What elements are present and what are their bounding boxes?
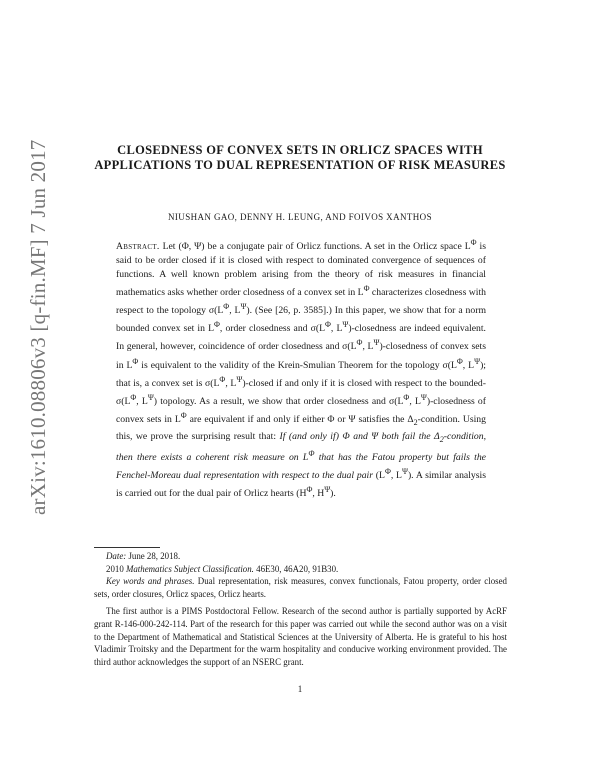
sub-two: 2 <box>439 434 444 444</box>
sup-phi: Φ <box>363 283 370 293</box>
abstract-label: Abstract. <box>116 241 160 253</box>
math-sep: , L <box>330 323 343 335</box>
sup-psi: Ψ <box>474 356 481 366</box>
abstract-text: -condition. Using this, we prove the surprising result that: <box>116 414 486 443</box>
abstract-text: ). <box>330 488 336 500</box>
footnote-msc <box>94 563 507 576</box>
sup-phi: Φ <box>132 356 139 366</box>
footnote-text: 2010 <box>106 563 126 574</box>
footnote-label: Date: <box>106 551 127 561</box>
sup-psi: Ψ <box>324 485 331 495</box>
sup-phi: Φ <box>219 374 226 384</box>
math-sep: , L <box>362 341 374 353</box>
sup-psi: Ψ <box>420 392 427 402</box>
abstract-text: is said to be order closed if it is closed with respect to dominated convergence of sequences of functions. A well known problem arising from the theory of risk measures in financial mathematics asks whether order closedness of a convex set in L <box>116 241 486 299</box>
math-sep: , L <box>390 470 402 482</box>
italic-text: that has the Fatou property but fails the Fenchel-Moreau dual representation with respect to the dual pair <box>116 452 486 482</box>
footnote-keywords <box>94 575 507 600</box>
sup-psi: Ψ <box>401 467 408 476</box>
math-sep: , L <box>462 359 475 371</box>
sup-psi: Ψ <box>373 338 380 348</box>
abstract-text: (L <box>373 470 385 482</box>
abstract-text: are equivalent if and only if either Φ or Ψ satisfies the Δ <box>186 414 414 426</box>
math-sep: , L <box>225 377 237 389</box>
math-sep: , L <box>229 305 241 317</box>
sup-phi: Φ <box>180 410 187 420</box>
arxiv-identifier: arXiv:1610.08806v3 [q-fin.MF] 7 Jun 2017 <box>26 139 50 515</box>
abstract-text: )-closed if and only if it is closed with respect to the bounded-σ(L <box>116 377 487 408</box>
paper-title: CLOSEDNESS OF CONVEX SETS IN ORLICZ SPACES WITH APPLICATIONS TO DUAL REPRESENTATION OF RISK MEASURES <box>94 143 506 172</box>
italic-text: -condition, then there exists a coherent risk measure on L <box>116 431 486 464</box>
abstract-text: )-closedness of convex sets in L <box>116 341 487 371</box>
abstract-text: ). (See [26, p. 3585].) In this paper, we show that for a norm bounded convex set in L <box>116 305 486 335</box>
italic-text: If (and only if) Φ and Ψ both fail the Δ <box>279 431 440 443</box>
sup-phi: Φ <box>325 320 331 330</box>
sup-psi: Ψ <box>147 392 154 402</box>
sup-phi: Φ <box>214 320 220 330</box>
sup-phi: Φ <box>223 302 230 312</box>
sup-phi: Φ <box>403 392 410 402</box>
abstract-text: , order closedness and σ(L <box>219 323 326 335</box>
sup-phi: Φ <box>384 467 391 476</box>
sub-two: 2 <box>413 418 418 428</box>
abstract-text: ). A similar analysis is carried out for the dual pair of Orlicz hearts (H <box>116 470 486 500</box>
footnote-text: 46E30, 46A20, 91B30. <box>253 563 339 574</box>
abstract-text: is equivalent to the validity of the Krein-Smulian Theorem for the topology σ(L <box>138 359 457 371</box>
abstract-text: )-closedness of convex sets in L <box>116 396 486 426</box>
math-sep: , L <box>409 396 421 408</box>
footnotes <box>94 550 507 668</box>
sup-phi: Φ <box>308 448 315 458</box>
abstract-text: ) topology. As a result, we show that order closedness and σ(L <box>153 396 404 408</box>
sup-phi: Φ <box>130 392 137 402</box>
footnote-date <box>94 550 507 563</box>
abstract <box>116 236 486 501</box>
sup-phi: Φ <box>470 238 477 247</box>
math-sep: , H <box>312 488 325 500</box>
sup-psi: Ψ <box>342 320 349 330</box>
sup-phi: Φ <box>456 356 463 366</box>
footnote-text: Dual representation, risk measures, convex functionals, Fatou property, order closed sets, order closures, Orlicz spaces, Orlicz hearts. <box>94 576 507 599</box>
footnote-acknowledgements: The first author is a PIMS Postdoctoral Fellow. Research of the second author is partially supported by AcRF grant R-146-000-242-114. Part of the research for this paper was carried out while the second author was on a visit to the Department of Mathematical and Statistical Sciences at the University of Alberta. He is grateful to his host Vladimir Troitsky and the Department for the warm hospitality and conducive working environment provided. The third author acknowledges the support of an NSERC grant. <box>94 606 507 667</box>
author-list: NIUSHAN GAO, DENNY H. LEUNG, AND FOIVOS XANTHOS <box>168 212 432 222</box>
sup-phi: Φ <box>306 485 313 495</box>
math-sep: , L <box>136 396 148 408</box>
footnote-label: Mathematics Subject Classification. <box>125 563 254 574</box>
sup-phi: Φ <box>356 338 363 348</box>
abstract-text: characterizes closedness with respect to the topology σ(L <box>116 287 486 317</box>
page-number: 1 <box>297 684 303 694</box>
footnote-rule <box>94 547 160 548</box>
abstract-text: Let (Φ, Ψ) be a conjugate pair of Orlicz functions. A set in the Orlicz space L <box>159 241 471 253</box>
abstract-text: )-closedness are indeed equivalent. In general, however, coincidence of order closedness and σ(L <box>116 323 486 353</box>
sup-psi: Ψ <box>240 302 247 312</box>
sup-psi: Ψ <box>236 374 243 384</box>
footnote-text: June 28, 2018. <box>126 551 181 561</box>
abstract-text: ); that is, a convex set is σ(L <box>116 359 486 389</box>
footnote-label: Key words and phrases. <box>106 576 195 587</box>
